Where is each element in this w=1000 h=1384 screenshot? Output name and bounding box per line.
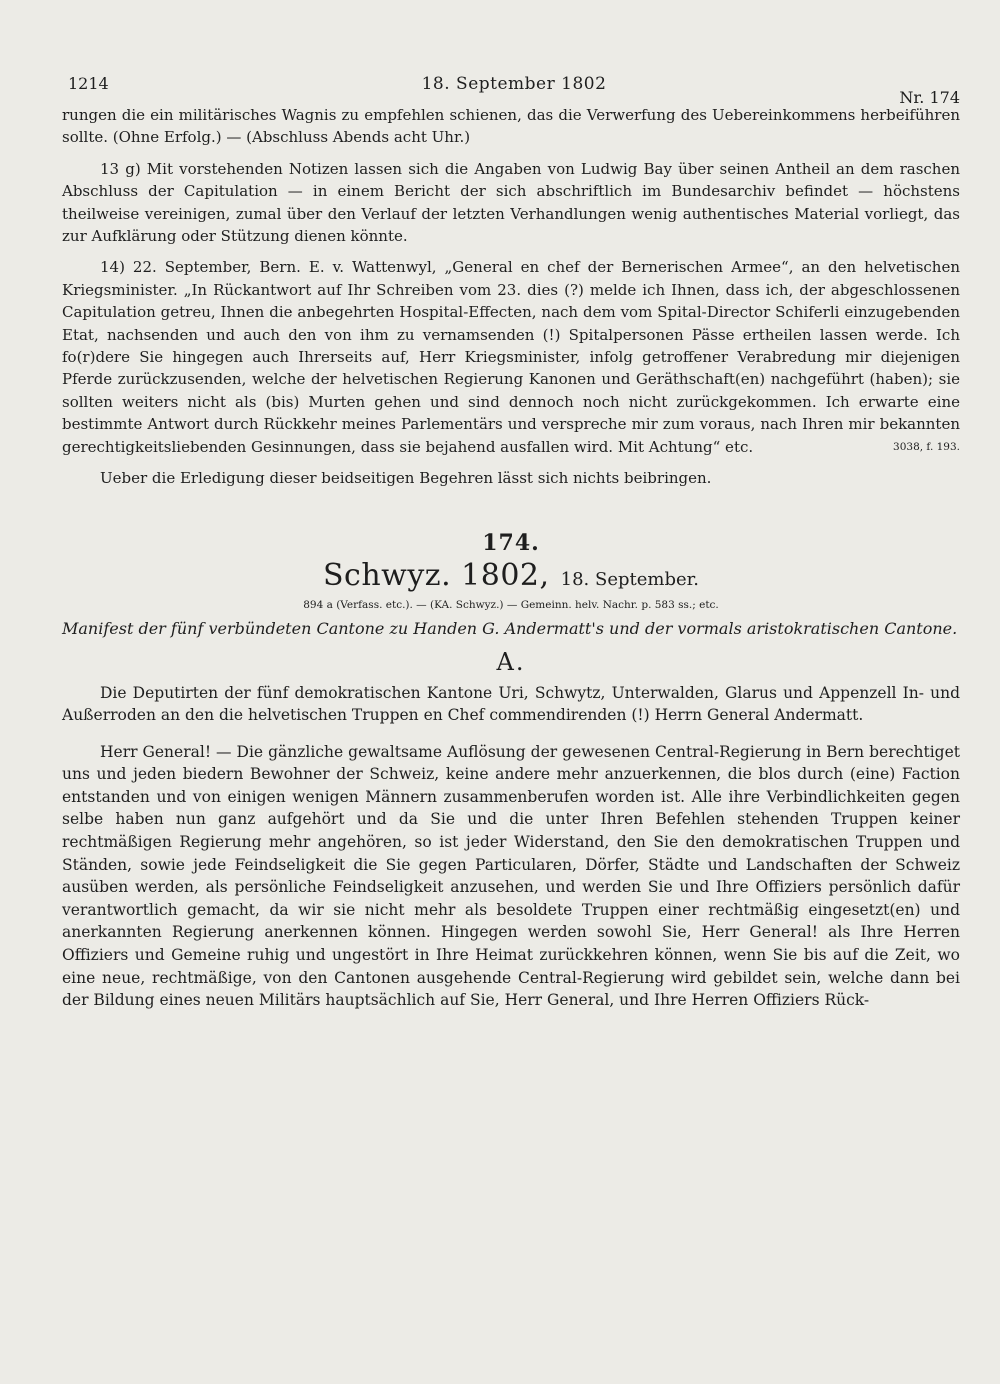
section-title [62, 558, 960, 593]
header-date: 18. September 1802 [421, 74, 607, 94]
page-number: 1214 [68, 74, 109, 93]
address-paragraph: Die Deputirten der fünf demokratischen Kantone Uri, Schwytz, Unterwalden, Glarus und Appenzell In- und Außerroden an den die helvetischen Truppen en Chef commendirenden (!) Herrn General Andermatt. [62, 683, 960, 725]
paragraph-note: Ueber die Erledigung dieser beidseitigen Begehren lässt sich nichts beibringen. [100, 469, 712, 488]
section-number: 174. [482, 529, 540, 556]
paragraph-continuation: rungen die ein militärisches Wagnis zu empfehlen schienen, das die Verwerfung des Uebereinkommens herbeiführen sollte. (Ohne Erfolg.) — (Abschluss Abends acht Uhr.) [62, 106, 960, 147]
page-body [62, 104, 960, 1012]
paragraph-13g: 13 g) Mit vorstehenden Notizen lassen sich die Angaben von Ludwig Bay über seinen Antheil an dem raschen Abschluss der Capitulation — in einem Bericht der sich abschriftlich im Bundesarchiv befindet — höchstens theilweise vereinigen, zumal über den Verlauf der letzten Verhandlungen wenig authentisches Material vorliegt, das zur Aufklärung oder Stützung dienen könnte. [62, 159, 960, 246]
document-number: Nr. 174 [899, 88, 960, 107]
section-title-date: 18. September. [560, 568, 699, 590]
source-reference: 3038, f. 193. [893, 441, 960, 454]
archive-references: 894 a (Verfass. etc.). — (KA. Schwyz.) — Gemeinn. helv. Nachr. p. 583 ss.; etc. [303, 598, 719, 611]
section-title-main: Schwyz. 1802, [322, 557, 550, 593]
paragraph-14: 14) 22. September, Bern. E. v. Wattenwyl, „General en chef der Bernerischen Armee“, an den helvetischen Kriegsminister. „In Rückantwort auf Ihr Schreiben vom 23. dies (?) melde ich Ihnen, dass ich, der abgeschlossenen Capitulation getreu, Ihnen die anbegehrten Hospital-Effecten, nach dem vom Spital-Director Schiferli einzugebenden Etat, nachsenden und auch den von ihm zu vernamsenden (!) Spitalpersonen Pässe ertheilen lassen werde. Ich fo(r)dere Sie hingegen auch Ihrerseits auf, Herr Kriegsminister, infolg getroffener Verabredung mir diejenigen Pferde zurückzusenden, welche der helvetischen Regierung Kanonen und Geräthschaft(en) nachgeführt (haben); sie sollten weiters nicht als (bis) Murten gehen und sind dennoch noch nicht zurückgekommen. Ich erwarte eine bestimmte Antwort durch Rückkehr meines Parlementärs und verspreche mir zum voraus, nach Ihren mir bekannten gerechtigkeitsliebenden Gesinnungen, dass sie bejahend ausfallen wird. Mit Achtung“ etc. [62, 258, 960, 456]
subsection-letter: A. [496, 647, 526, 676]
running-header [68, 74, 960, 107]
letter-body: Herr General! — Die gänzliche gewaltsame Auflösung der gewesenen Central-Regierung in Bern berechtiget uns und jeden biedern Bewohner der Schweiz, keine andere mehr anzuerkennen, die blos durch (eine) Faction entstanden und von einigen wenigen Männern zusammenberufen worden ist. Alle ihre Verbindlichkeiten gegen selbe haben nun ganz aufgehört und da Sie und die unter Ihren Befehlen stehenden Truppen keiner rechtmäßigen Regierung mehr angehören, so ist jeder Widerstand, den Sie den demokratischen Truppen und Ständen, sowie jede Feindseligkeit die Sie gegen Particularen, Dörfer, Städte und Landschaften der Schweiz ausüben werden, als persönliche Feindseligkeit anzusehen, und werden Sie und Ihre Offiziers persönlich dafür verantwortlich gemacht, da wir sie nicht mehr als besoldete Truppen einer rechtmäßig eingesetzt(en) und anerkannten Regierung anerkennen können. Hingegen werden sowohl Sie, Herr General! als Ihre Herren Offiziers und Gemeine ruhig und ungestört in Ihre Heimat zurückkehren können, wenn Sie bis auf die Zeit, wo eine neue, rechtmäßige, von den Cantonen ausgehende Central-Regierung wird gebildet sein, welche dann bei der Bildung eines neuen Militärs hauptsächlich auf Sie, Herr General, und Ihre Herren Offiziers Rück- [62, 742, 960, 1010]
document-heading: Manifest der fünf verbündeten Cantone zu Handen G. Andermatt's und der vormals aristokratischen Cantone. [62, 618, 958, 638]
